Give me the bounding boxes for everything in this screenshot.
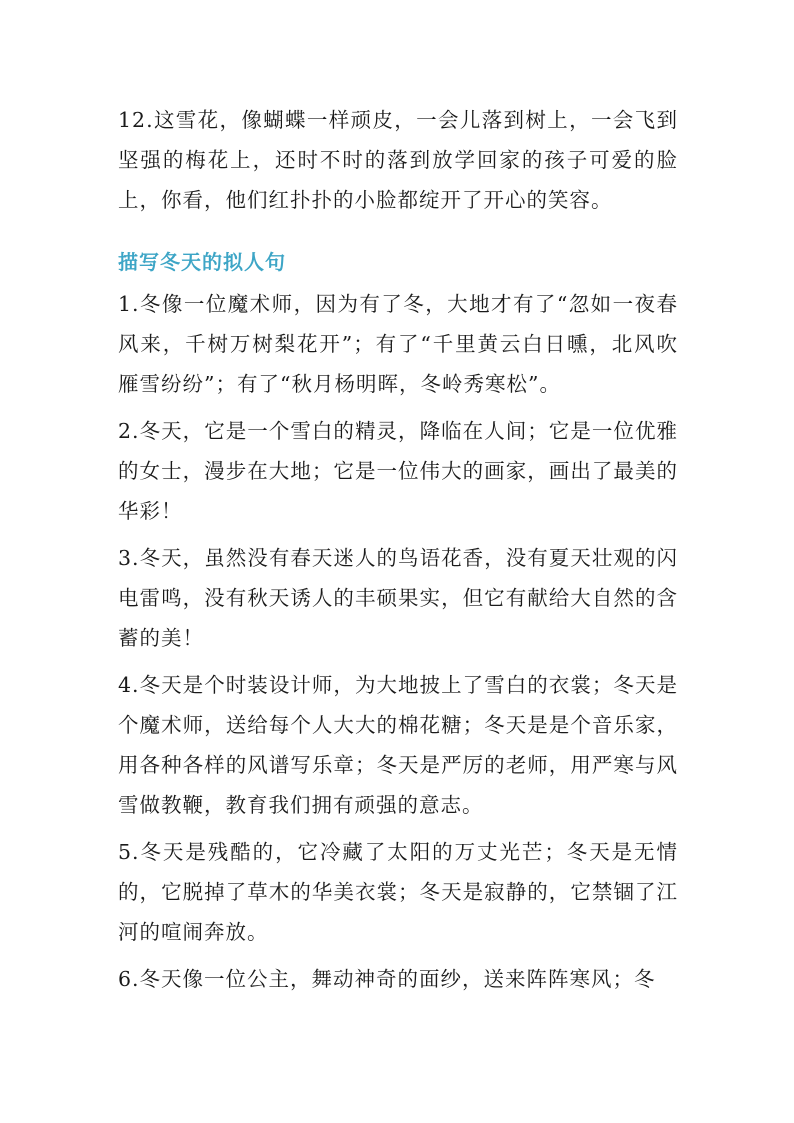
list-item: 5.冬天是残酷的，它冷藏了太阳的万丈光芒；冬天是无情的，它脱掉了草木的华美衣裳；冬天是寂静的，它禁锢了江河的喧闹奔放。 xyxy=(118,840,678,944)
list-item: 1.冬像一位魔术师，因为有了冬，大地才有了“忽如一夜春风来，千树万树梨花开”；有了“千里黄云白日曛，北风吹雁雪纷纷”；有了“秋月杨明晖，冬岭秀寒松”。 xyxy=(118,292,678,396)
document-page xyxy=(118,100,678,999)
list-item: 4.冬天是个时装设计师，为大地披上了雪白的衣裳；冬天是个魔术师，送给每个人大大的棉花糖；冬天是是个音乐家，用各种各样的风谱写乐章；冬天是严厉的老师，用严寒与风雪做教鞭，教育我们拥有顽强的意志。 xyxy=(118,673,678,817)
list-item: 6.冬天像一位公主，舞动神奇的面纱，送来阵阵寒风；冬 xyxy=(118,967,656,991)
section-heading: 描写冬天的拟人句 xyxy=(118,250,286,274)
intro-paragraph: 12.这雪花，像蝴蝶一样顽皮，一会儿落到树上，一会飞到坚强的梅花上，还时不时的落到放学回家的孩子可爱的脸上，你看，他们红扑扑的小脸都绽开了开心的笑容。 xyxy=(118,108,678,212)
list-item: 2.冬天，它是一个雪白的精灵，降临在人间；它是一位优雅的女士，漫步在大地；它是一位伟大的画家，画出了最美的华彩！ xyxy=(118,419,678,523)
list-item: 3.冬天，虽然没有春天迷人的鸟语花香，没有夏天壮观的闪电雷鸣，没有秋天诱人的丰硕果实，但它有献给大自然的含蓄的美！ xyxy=(118,546,678,650)
